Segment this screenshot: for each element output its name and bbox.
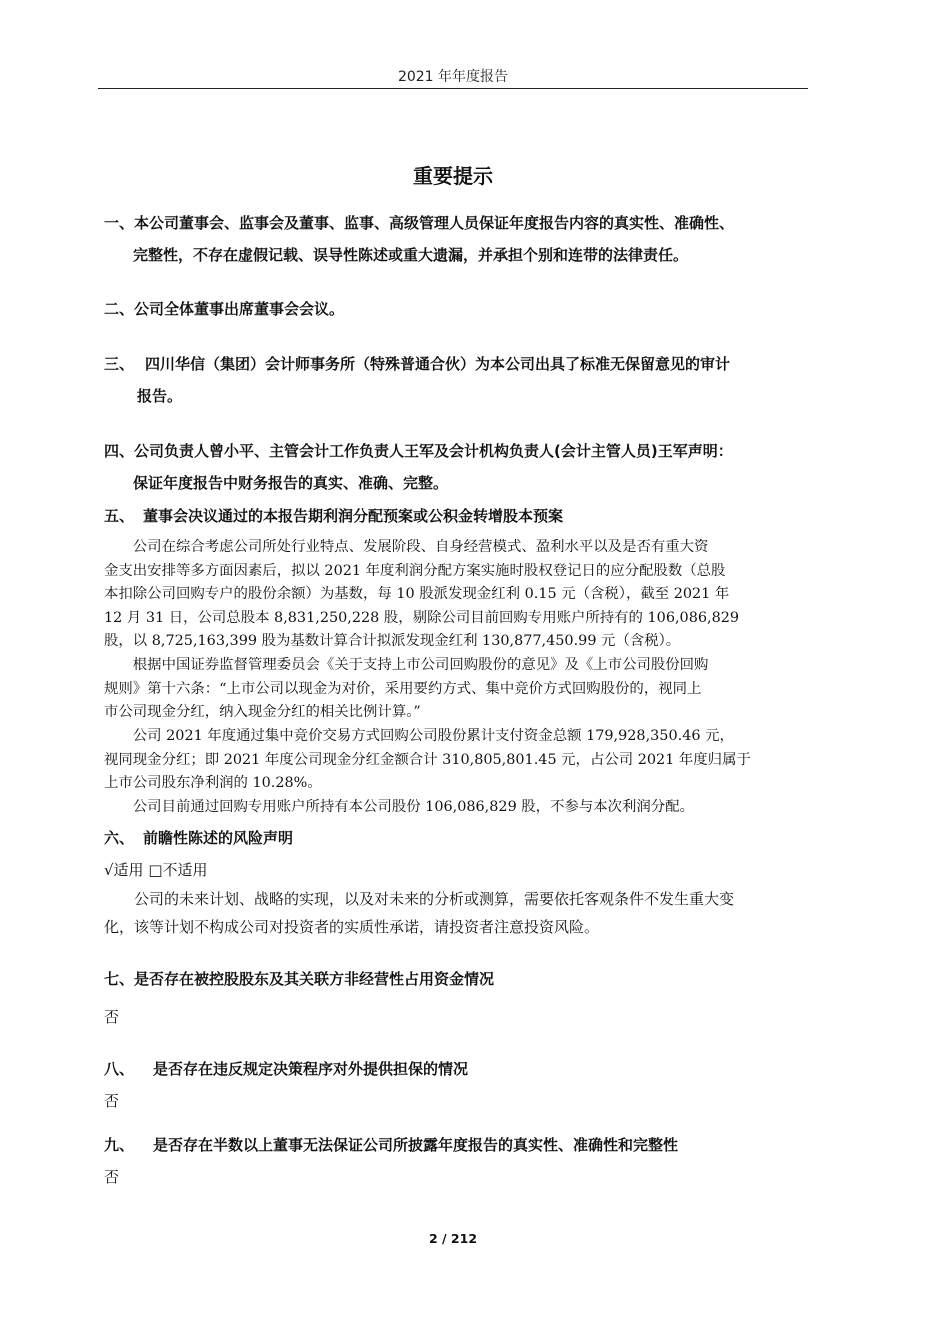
section-1-number: 一、 <box>104 214 135 232</box>
applicability-options: √适用 □不适用 <box>104 861 208 879</box>
text-line: 股，以 8,725,163,399 股为基数计算合计拟派发现金红利 130,877,450.99 元（含税）。 <box>104 633 681 650</box>
section-1-text-line-2: 完整性，不存在虚假记载、误导性陈述或重大遗漏，并承担个别和连带的法律责任。 <box>133 246 689 264</box>
text-line: 视同现金分红；即 2021 年度公司现金分红金额合计 310,805,801.45 元，占公司 2021 年度归属于 <box>104 751 751 768</box>
text-line: 根据中国证券监督管理委员会《关于支持上市公司回购股份的意见》及《上市公司股份回购 <box>104 657 709 673</box>
page-title: 重要提示 <box>413 164 493 188</box>
section-2 <box>104 298 344 319</box>
section-7-answer: 否 <box>104 1008 120 1026</box>
running-header: 2021 年年度报告 <box>397 69 509 85</box>
text-line: 金支出安排等多方面因素后，拟以 2021 年度利润分配方案实施时股权登记日的应分配股数（总股 <box>104 562 726 579</box>
section-1-line-1 <box>104 212 734 233</box>
section-8-answer: 否 <box>104 1092 120 1110</box>
section-5-number: 五、 <box>104 507 135 525</box>
section-6-heading: 前瞻性陈述的风险声明 <box>143 829 294 847</box>
text-line: 化，该等计划不构成公司对投资者的实质性承诺，请投资者注意投资风险。 <box>104 918 600 936</box>
text-line: 上市公司股东净利润的 10.28%。 <box>104 775 322 792</box>
section-3-text-line-2: 报告。 <box>137 387 183 405</box>
dividend-paragraph-2 <box>104 654 806 725</box>
section-4-line-1 <box>104 440 733 461</box>
section-1-text-line-1: 本公司董事会、监事会及董事、监事、高级管理人员保证年度报告内容的真实性、准确性、 <box>134 214 735 232</box>
section-4-text-line-1: 公司负责人曾小平、主管会计工作负责人王军及会计机构负责人(会计主管人员)王军声明： <box>134 442 733 460</box>
section-8-number: 八、 <box>104 1060 135 1078</box>
header-rule <box>98 88 808 89</box>
section-9-heading: 是否存在半数以上董事无法保证公司所披露年度报告的真实性、准确性和完整性 <box>153 1136 679 1154</box>
page-number: 2 / 212 <box>428 1231 478 1246</box>
text-line: 公司在综合考虑公司所处行业特点、发展阶段、自身经营模式、盈利水平以及是否有重大资 <box>104 539 709 555</box>
section-6-number: 六、 <box>104 829 135 847</box>
dividend-paragraph-1 <box>104 536 806 654</box>
text-line: 12 月 31 日，公司总股本 8,831,250,228 股，剔除公司目前回购专用账户所持有的 106,086,829 <box>104 609 740 626</box>
section-9-answer: 否 <box>104 1168 120 1186</box>
dividend-paragraph-4 <box>104 796 806 820</box>
risk-statement-paragraph <box>104 885 806 941</box>
section-7-heading: 七、是否存在被控股股东及其关联方非经营性占用资金情况 <box>104 970 495 988</box>
text-line: 本扣除公司回购专户的股份余额）为基数，每 10 股派发现金红利 0.15 元（含税），截至 2021 年 <box>104 586 730 603</box>
section-9-number: 九、 <box>104 1136 135 1154</box>
text-line: 市公司现金分红，纳入现金分红的相关比例计算。” <box>104 704 421 721</box>
section-4-number: 四、 <box>104 442 135 460</box>
dividend-paragraph-3 <box>104 725 806 796</box>
section-5-heading: 董事会决议通过的本报告期利润分配预案或公积金转增股本预案 <box>143 507 564 525</box>
section-3-text-line-1: 四川华信（集团）会计师事务所（特殊普通合伙）为本公司出具了标准无保留意见的审计 <box>145 355 731 373</box>
section-3-number: 三、 <box>104 355 135 373</box>
section-2-text: 公司全体董事出席董事会会议。 <box>134 300 345 318</box>
section-2-number: 二、 <box>104 300 135 318</box>
text-line: 公司的未来计划、战略的实现，以及对未来的分析或测算，需要依托客观条件不发生重大变 <box>104 890 735 908</box>
text-line: 规则》第十六条：“上市公司以现金为对价，采用要约方式、集中竞价方式回购股份的，视同上 <box>104 680 702 697</box>
text-line: 公司 2021 年度通过集中竞价交易方式回购公司股份累计支付资金总额 179,928,350.46 元， <box>104 728 734 744</box>
section-4-text-line-2: 保证年度报告中财务报告的真实、准确、完整。 <box>133 474 449 492</box>
section-8-heading: 是否存在违反规定决策程序对外提供担保的情况 <box>153 1060 469 1078</box>
text-line: 公司目前通过回购专用账户所持有本公司股份 106,086,829 股，不参与本次利润分配。 <box>104 799 694 815</box>
